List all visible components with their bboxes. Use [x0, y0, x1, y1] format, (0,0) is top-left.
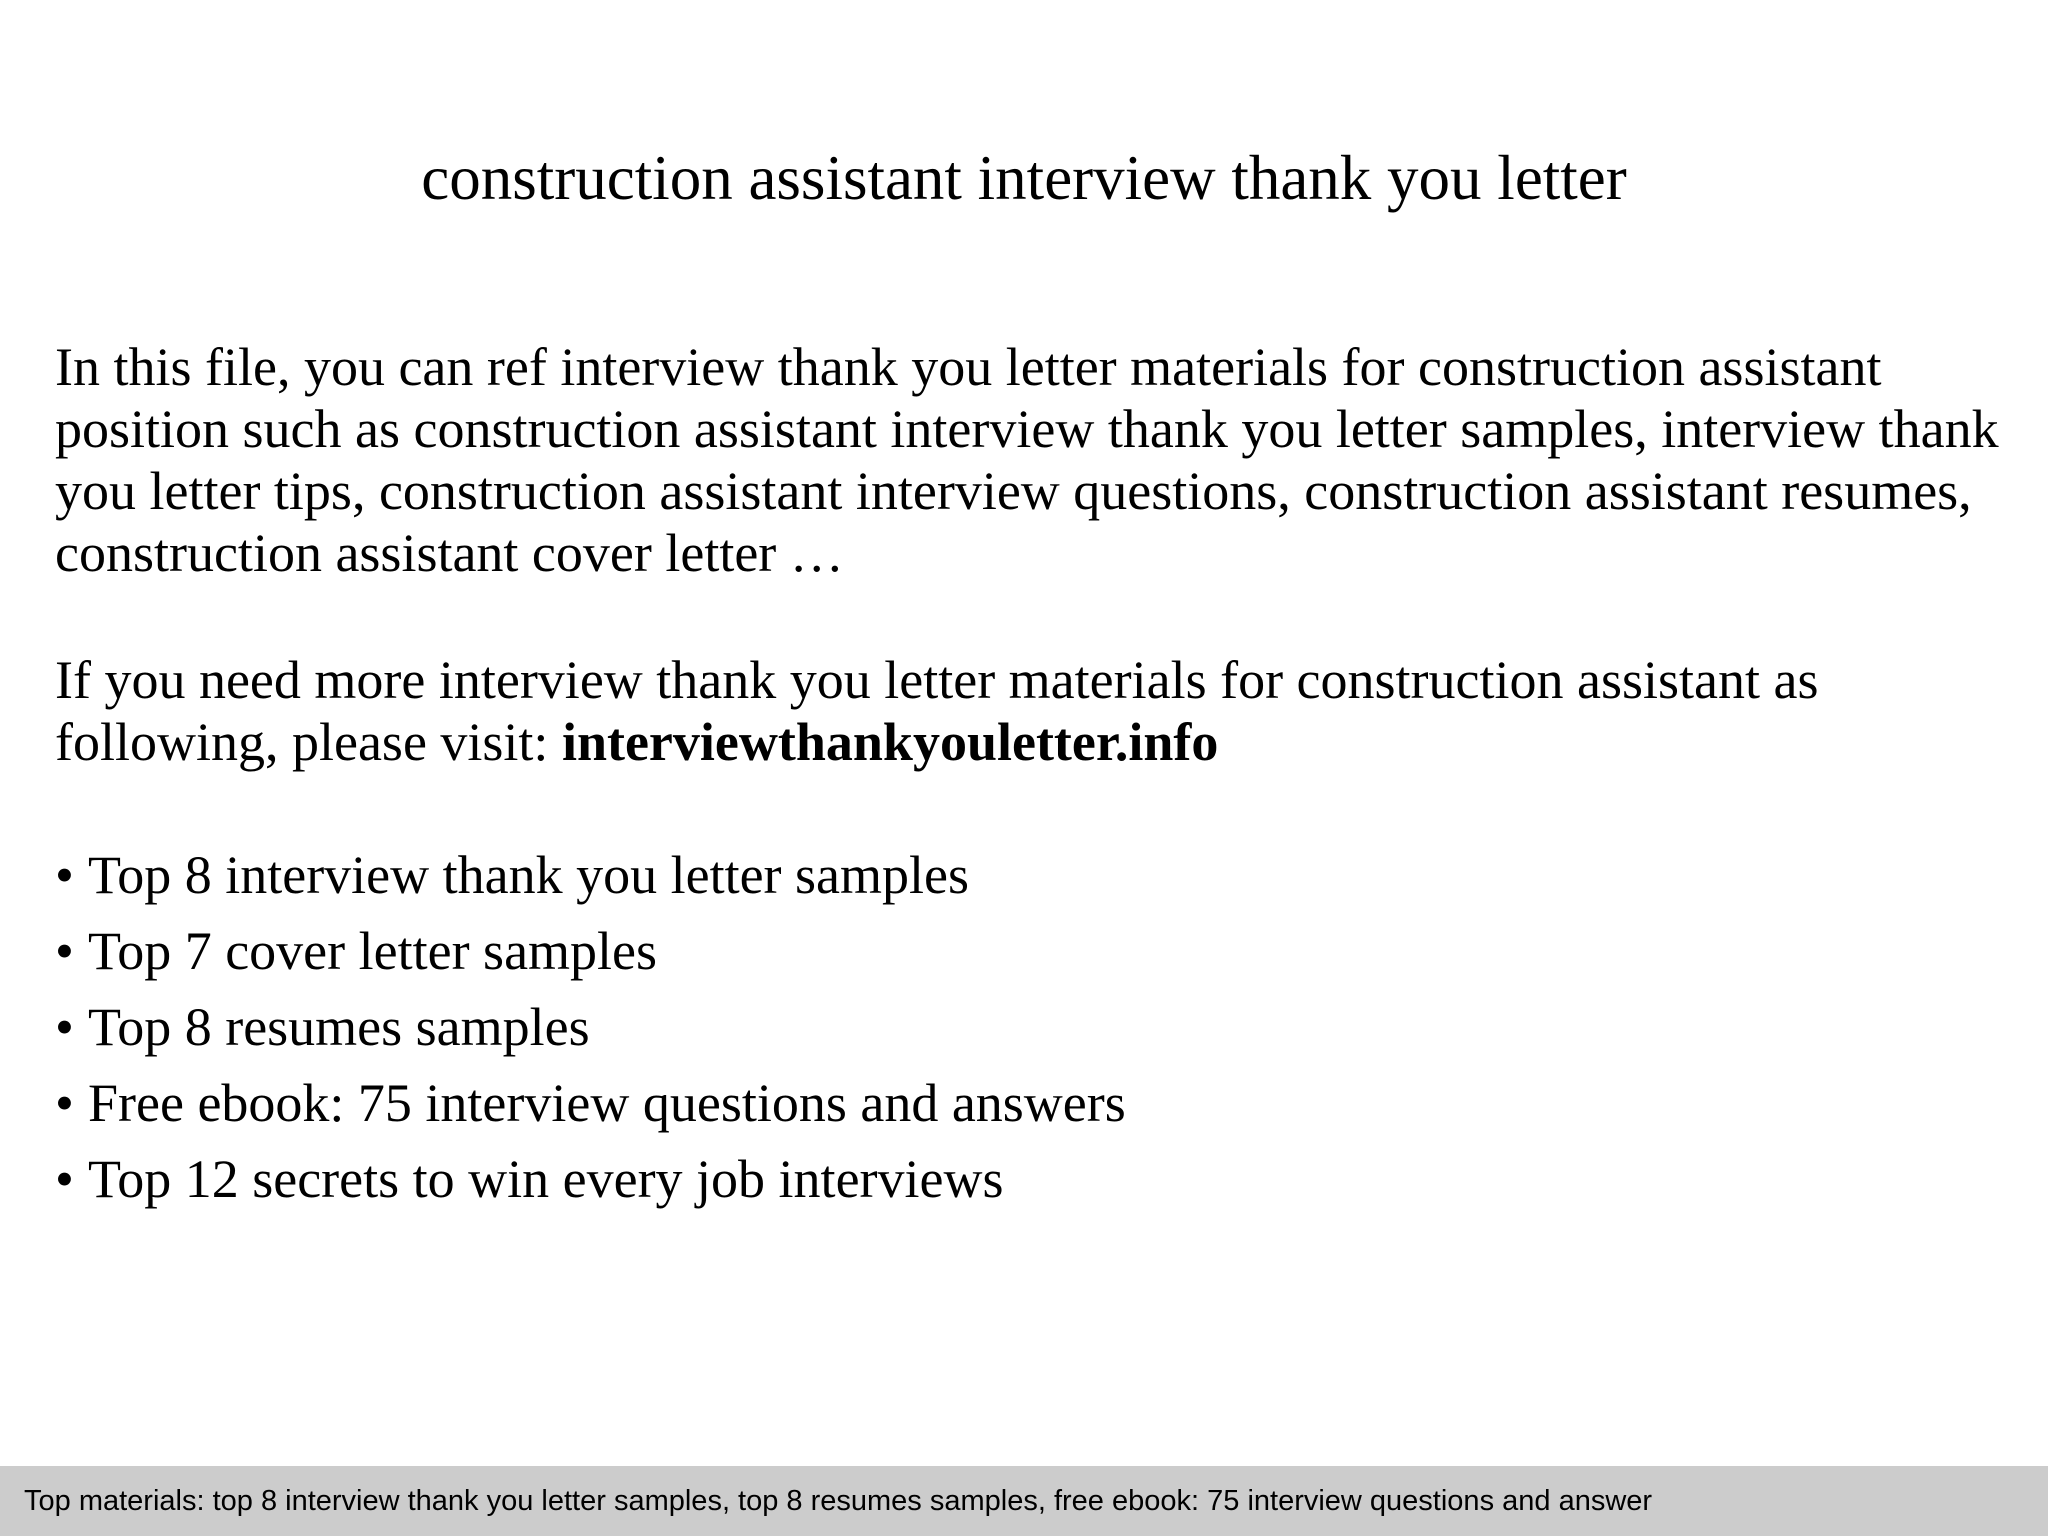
list-item	[55, 1065, 1126, 1141]
list-item	[55, 837, 1126, 913]
bullet-icon: •	[55, 1149, 74, 1209]
list-item	[55, 989, 1126, 1065]
footer-bar	[0, 1466, 2048, 1536]
list-item-text: Top 7 cover letter samples	[88, 921, 658, 981]
bullet-icon: •	[55, 845, 74, 905]
list-item	[55, 1141, 1126, 1217]
list-item-text: Top 12 secrets to win every job interviews	[88, 1149, 1004, 1209]
list-item-text: Top 8 resumes samples	[88, 997, 590, 1057]
visit-paragraph-text: If you need more interview thank you letter materials for construction assistant as following, please visit:	[55, 650, 1819, 772]
intro-paragraph: In this file, you can ref interview thank you letter materials for construction assistant position such as construction assistant interview thank you letter samples, interview thank you letter tips, construction assistant interview questions, construction assistant resumes, construction assistant cover letter …	[55, 337, 1999, 583]
bullet-icon: •	[55, 1073, 74, 1133]
bullet-icon: •	[55, 921, 74, 981]
list-item	[55, 913, 1126, 989]
materials-list	[55, 837, 1126, 1217]
visit-paragraph	[55, 649, 2015, 773]
site-link[interactable]: interviewthankyouletter.info	[561, 712, 1219, 772]
document-title: construction assistant interview thank you letter	[421, 143, 1627, 213]
list-item-text: Top 8 interview thank you letter samples	[88, 845, 970, 905]
list-item-text: Free ebook: 75 interview questions and answers	[88, 1073, 1126, 1133]
bullet-icon: •	[55, 997, 74, 1057]
footer-text: Top materials: top 8 interview thank you letter samples, top 8 resumes samples, free ebook: 75 interview questions and answer	[24, 1485, 1653, 1517]
